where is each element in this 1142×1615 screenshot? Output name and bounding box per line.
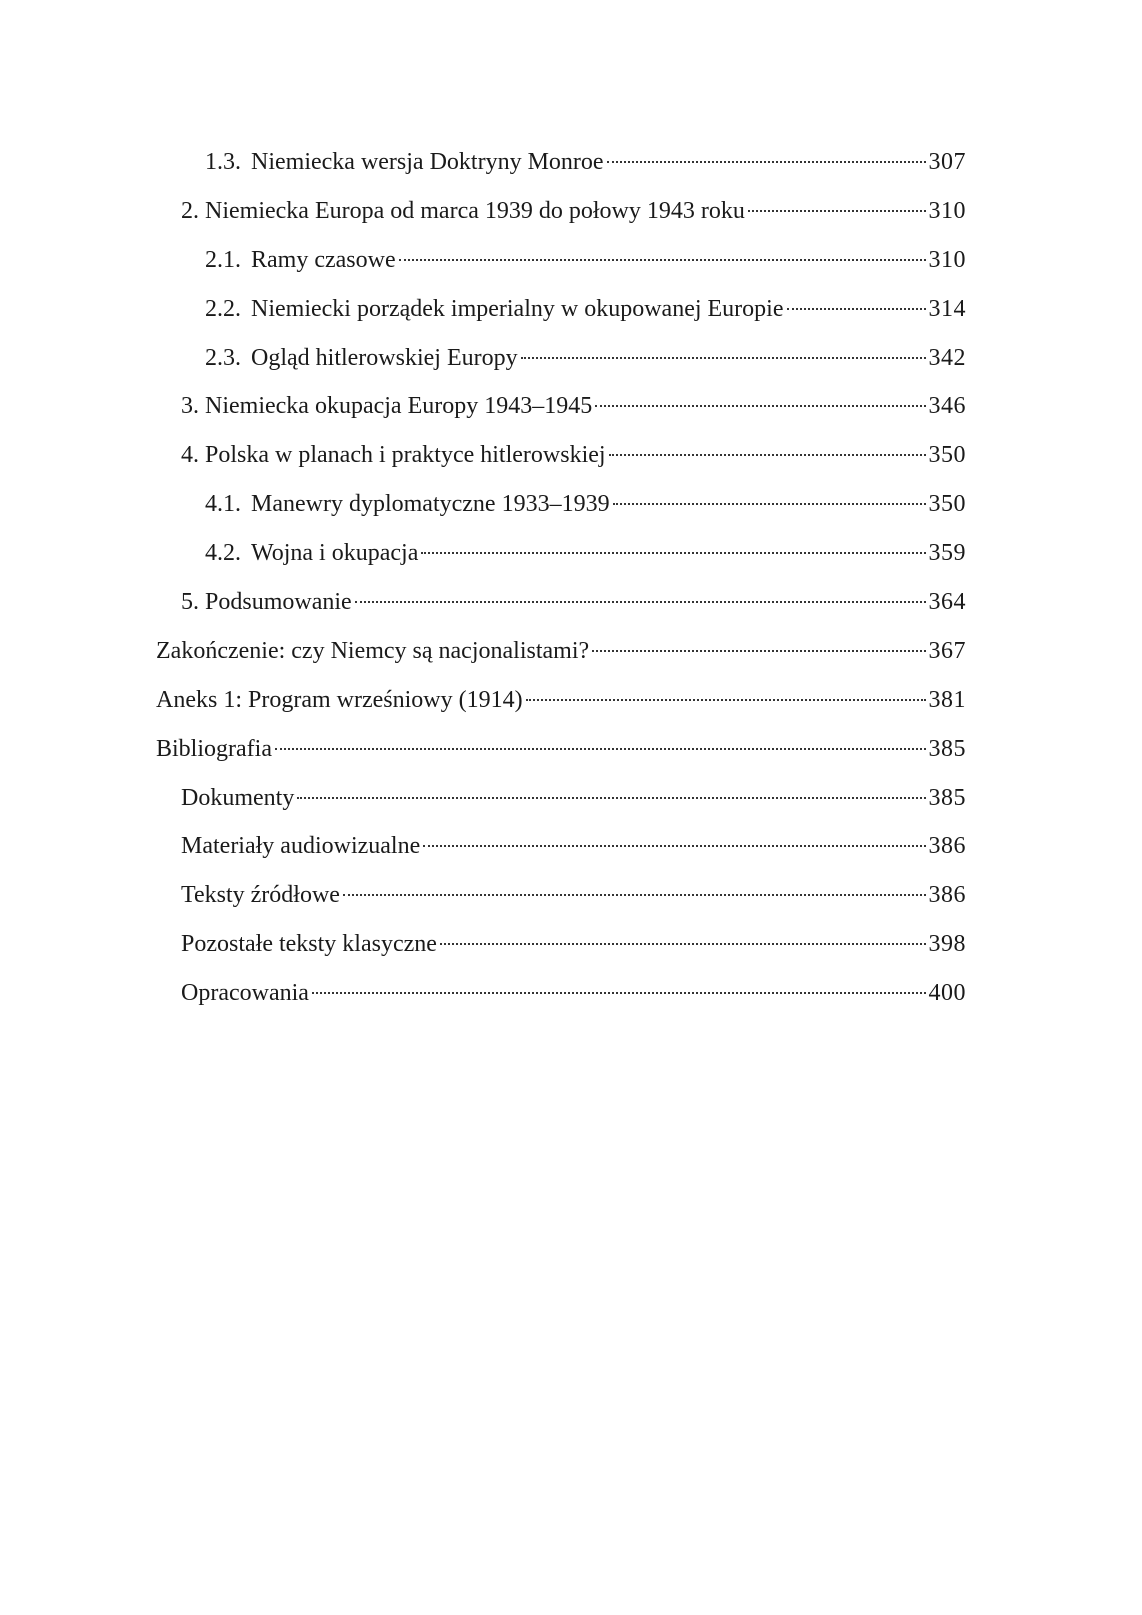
toc-entry-text: Opracowania bbox=[181, 980, 309, 1007]
dot-leader bbox=[275, 748, 926, 750]
dot-leader bbox=[297, 797, 925, 799]
toc-entry[interactable] bbox=[0, 187, 1142, 236]
toc-entry-text: Zakończenie: czy Niemcy są nacjonalistami? bbox=[156, 637, 590, 664]
toc-entry-page: 386 bbox=[928, 882, 966, 909]
toc-entry-title bbox=[205, 236, 396, 285]
table-of-contents bbox=[0, 138, 1142, 1018]
toc-entry-number: 2.3. bbox=[205, 344, 241, 371]
toc-entry-page: 342 bbox=[928, 344, 966, 371]
toc-entry-title bbox=[156, 676, 523, 725]
toc-entry-text: Manewry dyplomatyczne 1933–1939 bbox=[251, 491, 610, 518]
toc-entry-text: Niemiecka Europa od marca 1939 do połowy 1943 roku bbox=[205, 197, 745, 224]
dot-leader bbox=[355, 601, 926, 603]
toc-entry-text: Teksty źródłowe bbox=[181, 882, 340, 909]
toc-entry[interactable] bbox=[0, 969, 1142, 1018]
toc-entry[interactable] bbox=[0, 822, 1142, 871]
toc-entry[interactable] bbox=[0, 676, 1142, 725]
toc-entry-number: 2.1. bbox=[205, 246, 241, 273]
dot-leader bbox=[607, 161, 926, 163]
toc-entry[interactable] bbox=[0, 138, 1142, 187]
toc-entry-page: 364 bbox=[928, 589, 966, 616]
toc-entry[interactable] bbox=[0, 920, 1142, 969]
toc-entry-title bbox=[181, 920, 437, 969]
toc-entry-text: Ogląd hitlerowskiej Europy bbox=[251, 344, 518, 371]
toc-entry-number: 5. bbox=[181, 589, 199, 616]
toc-entry-page: 385 bbox=[928, 784, 966, 811]
dot-leader bbox=[595, 405, 925, 407]
dot-leader bbox=[748, 210, 926, 212]
toc-entry-page: 359 bbox=[928, 540, 966, 567]
toc-entry-title bbox=[181, 578, 352, 627]
toc-entry-text: Niemiecka wersja Doktryny Monroe bbox=[251, 149, 604, 175]
toc-entry-page: 310 bbox=[928, 197, 966, 224]
dot-leader bbox=[423, 845, 925, 847]
dot-leader bbox=[421, 552, 925, 554]
toc-entry-page: 310 bbox=[928, 246, 966, 273]
dot-leader bbox=[521, 357, 926, 359]
toc-entry[interactable] bbox=[0, 871, 1142, 920]
toc-entry-title bbox=[156, 627, 589, 676]
toc-entry-page: 381 bbox=[928, 686, 966, 713]
toc-entry-number: 4. bbox=[181, 442, 199, 469]
toc-entry-text: Aneks 1: Program wrześniowy (1914) bbox=[156, 686, 523, 713]
toc-entry-text: Niemiecki porządek imperialny w okupowanej Europie bbox=[251, 295, 784, 322]
toc-entry-title bbox=[181, 871, 340, 920]
toc-entry-title bbox=[181, 431, 606, 480]
toc-entry-page: 386 bbox=[928, 833, 966, 860]
toc-entry-number: 4.2. bbox=[205, 540, 241, 567]
toc-entry-title bbox=[205, 285, 784, 334]
toc-entry[interactable] bbox=[0, 774, 1142, 823]
toc-entry-text: Wojna i okupacja bbox=[251, 540, 419, 567]
toc-entry[interactable] bbox=[0, 725, 1142, 774]
toc-entry-page: 385 bbox=[928, 735, 966, 762]
toc-entry-title bbox=[181, 969, 309, 1018]
dot-leader bbox=[312, 992, 926, 994]
toc-entry-number: 2.2. bbox=[205, 295, 241, 322]
toc-entry[interactable] bbox=[0, 529, 1142, 578]
toc-entry-number: 4.1. bbox=[205, 491, 241, 518]
dot-leader bbox=[613, 503, 926, 505]
toc-entry-text: Bibliografia bbox=[156, 735, 272, 762]
toc-entry-text: Ramy czasowe bbox=[251, 246, 396, 273]
toc-entry-text: Pozostałe teksty klasyczne bbox=[181, 931, 437, 958]
toc-entry[interactable] bbox=[0, 236, 1142, 285]
toc-entry-text: Podsumowanie bbox=[205, 589, 352, 616]
toc-entry-title bbox=[205, 480, 610, 529]
toc-entry-title bbox=[181, 382, 592, 431]
toc-entry-number: 2. bbox=[181, 197, 199, 224]
toc-entry[interactable] bbox=[0, 431, 1142, 480]
toc-entry-text: Niemiecka okupacja Europy 1943–1945 bbox=[205, 393, 593, 420]
toc-entry-page: 398 bbox=[928, 931, 966, 958]
dot-leader bbox=[399, 259, 926, 261]
toc-entry-title bbox=[205, 138, 604, 187]
toc-entry-page: 314 bbox=[928, 295, 966, 322]
toc-entry-page: 307 bbox=[928, 149, 966, 175]
toc-entry-page: 350 bbox=[928, 491, 966, 518]
toc-entry[interactable] bbox=[0, 382, 1142, 431]
toc-entry-title bbox=[156, 725, 272, 774]
toc-entry-page: 400 bbox=[928, 980, 966, 1007]
toc-entry-text: Materiały audiowizualne bbox=[181, 833, 421, 860]
toc-entry-title bbox=[205, 334, 518, 383]
toc-entry-text: Polska w planach i praktyce hitlerowskiej bbox=[205, 442, 606, 469]
toc-entry[interactable] bbox=[0, 578, 1142, 627]
toc-entry-number: 3. bbox=[181, 393, 199, 420]
toc-entry-page: 367 bbox=[928, 637, 966, 664]
dot-leader bbox=[343, 894, 926, 896]
dot-leader bbox=[526, 699, 926, 701]
toc-entry-page: 350 bbox=[928, 442, 966, 469]
toc-entry-title bbox=[181, 774, 294, 823]
toc-entry-title bbox=[181, 187, 745, 236]
dot-leader bbox=[592, 650, 925, 652]
dot-leader bbox=[440, 943, 926, 945]
dot-leader bbox=[609, 454, 926, 456]
toc-entry-page: 346 bbox=[928, 393, 966, 420]
toc-entry[interactable] bbox=[0, 480, 1142, 529]
toc-entry[interactable] bbox=[0, 627, 1142, 676]
toc-entry-title bbox=[205, 529, 418, 578]
toc-entry-number: 1.3. bbox=[205, 149, 241, 175]
toc-entry[interactable] bbox=[0, 334, 1142, 383]
toc-entry[interactable] bbox=[0, 285, 1142, 334]
toc-entry-text: Dokumenty bbox=[181, 784, 295, 811]
dot-leader bbox=[787, 308, 926, 310]
toc-entry-title bbox=[181, 822, 420, 871]
